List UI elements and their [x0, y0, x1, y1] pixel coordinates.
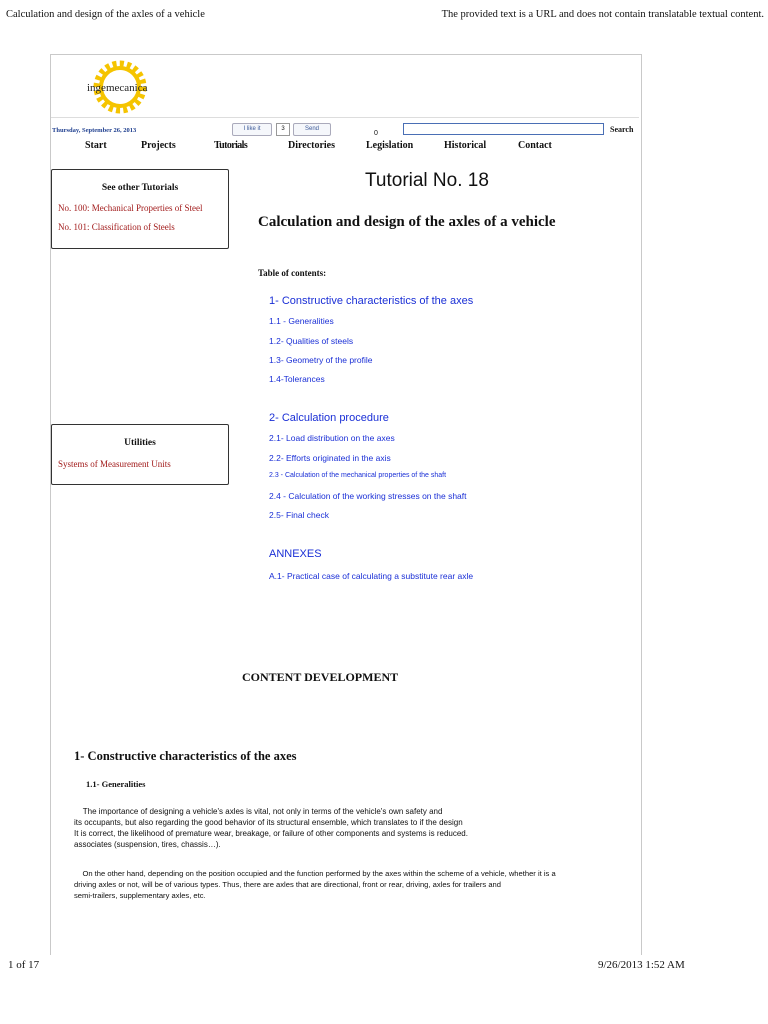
- like-count: 3: [276, 123, 290, 136]
- search-button[interactable]: Search: [610, 125, 634, 134]
- toc-link-2[interactable]: 2- Calculation procedure: [269, 412, 389, 424]
- tutorial-link-100[interactable]: No. 100: Mechanical Properties of Steel: [58, 203, 203, 213]
- nav-tutorials[interactable]: Tutorials: [214, 140, 248, 151]
- like-button[interactable]: I like it: [232, 123, 272, 136]
- paragraph-line: driving axles or not, will be of various types. Thus, there are axles that are directional, front or rear, driving, axles for trailers and: [74, 880, 501, 889]
- subsection-1-1-heading: 1.1- Generalities: [86, 779, 146, 789]
- nav-legislation[interactable]: Legislation: [366, 140, 414, 151]
- search-input[interactable]: [403, 123, 604, 135]
- units-link[interactable]: Systems of Measurement Units: [58, 459, 171, 469]
- page-title: Calculation and design of the axles of a vehicle: [258, 214, 556, 230]
- nav-contact[interactable]: Contact: [518, 140, 552, 151]
- toc-link-1-3[interactable]: 1.3- Geometry of the profile: [269, 355, 373, 365]
- toc-link-2-3[interactable]: 2.3 - Calculation of the mechanical properties of the shaft: [269, 472, 447, 479]
- utilities-title: Utilities: [124, 438, 156, 448]
- toc-label: Table of contents:: [258, 268, 327, 278]
- toc-link-2-4[interactable]: 2.4 - Calculation of the working stresses on the shaft: [269, 491, 467, 501]
- other-tutorials-title: See other Tutorials: [101, 183, 179, 193]
- paragraph-line: On the other hand, depending on the position occupied and the function performed by the axes within the scheme of a vehicle, whether it is a: [74, 869, 556, 878]
- header-divider: [51, 117, 639, 118]
- nav-directories[interactable]: Directories: [288, 140, 336, 151]
- other-tutorials-box: [51, 169, 229, 249]
- print-header-note: The provided text is a URL and does not contain translatable textual content.: [441, 9, 764, 20]
- toc-link-2-5[interactable]: 2.5- Final check: [269, 510, 329, 520]
- tutorial-link-101[interactable]: No. 101: Classification of Steels: [58, 222, 175, 232]
- section-1-heading: 1- Constructive characteristics of the axes: [74, 749, 297, 763]
- print-datetime: 9/26/2013 1:52 AM: [598, 959, 685, 971]
- paragraph-line: its occupants, but also regarding the good behavior of its structural ensemble, which translates to if the design: [74, 818, 463, 827]
- toc-link-1[interactable]: 1- Constructive characteristics of the axes: [269, 295, 474, 307]
- paragraph-line: semi-trailers, supplementary axles, etc.: [74, 891, 206, 900]
- paragraph-2: [74, 868, 634, 901]
- tutorial-number: Tutorial No. 18: [365, 170, 489, 191]
- paragraph-line: It is correct, the likelihood of premature wear, breakage, or failure of other components and systems is reduced.: [74, 829, 468, 838]
- current-date: Thursday, September 26, 2013: [52, 127, 137, 134]
- paragraph-line: associates (suspension, tires, chassis…).: [74, 840, 221, 849]
- paragraph-1: [74, 806, 634, 850]
- toc-link-a1[interactable]: A.1- Practical case of calculating a substitute rear axle: [269, 571, 474, 581]
- toc-link-1-4[interactable]: 1.4-Tolerances: [269, 374, 325, 384]
- page-counter: 1 of 17: [8, 959, 40, 971]
- print-header-title: Calculation and design of the axles of a vehicle: [6, 9, 205, 20]
- toc-link-1-2[interactable]: 1.2- Qualities of steels: [269, 336, 354, 346]
- toc-link-2-1[interactable]: 2.1- Load distribution on the axes: [269, 433, 395, 443]
- toc-annexes[interactable]: ANNEXES: [269, 548, 322, 560]
- logo-text: ingemecanica: [87, 82, 148, 94]
- nav-historical[interactable]: Historical: [444, 140, 487, 151]
- content-development-heading: CONTENT DEVELOPMENT: [242, 670, 399, 684]
- toc-link-2-2[interactable]: 2.2- Efforts originated in the axis: [269, 453, 391, 463]
- send-button[interactable]: Send: [293, 123, 331, 136]
- toc-link-1-1[interactable]: 1.1 - Generalities: [269, 316, 334, 326]
- utilities-box: [51, 424, 229, 485]
- paragraph-line: The importance of designing a vehicle's axles is vital, not only in terms of the vehicle's own safety and: [74, 807, 443, 816]
- nav-start[interactable]: Start: [85, 140, 107, 151]
- visit-counter: 0: [374, 130, 378, 137]
- nav-projects[interactable]: Projects: [141, 140, 176, 151]
